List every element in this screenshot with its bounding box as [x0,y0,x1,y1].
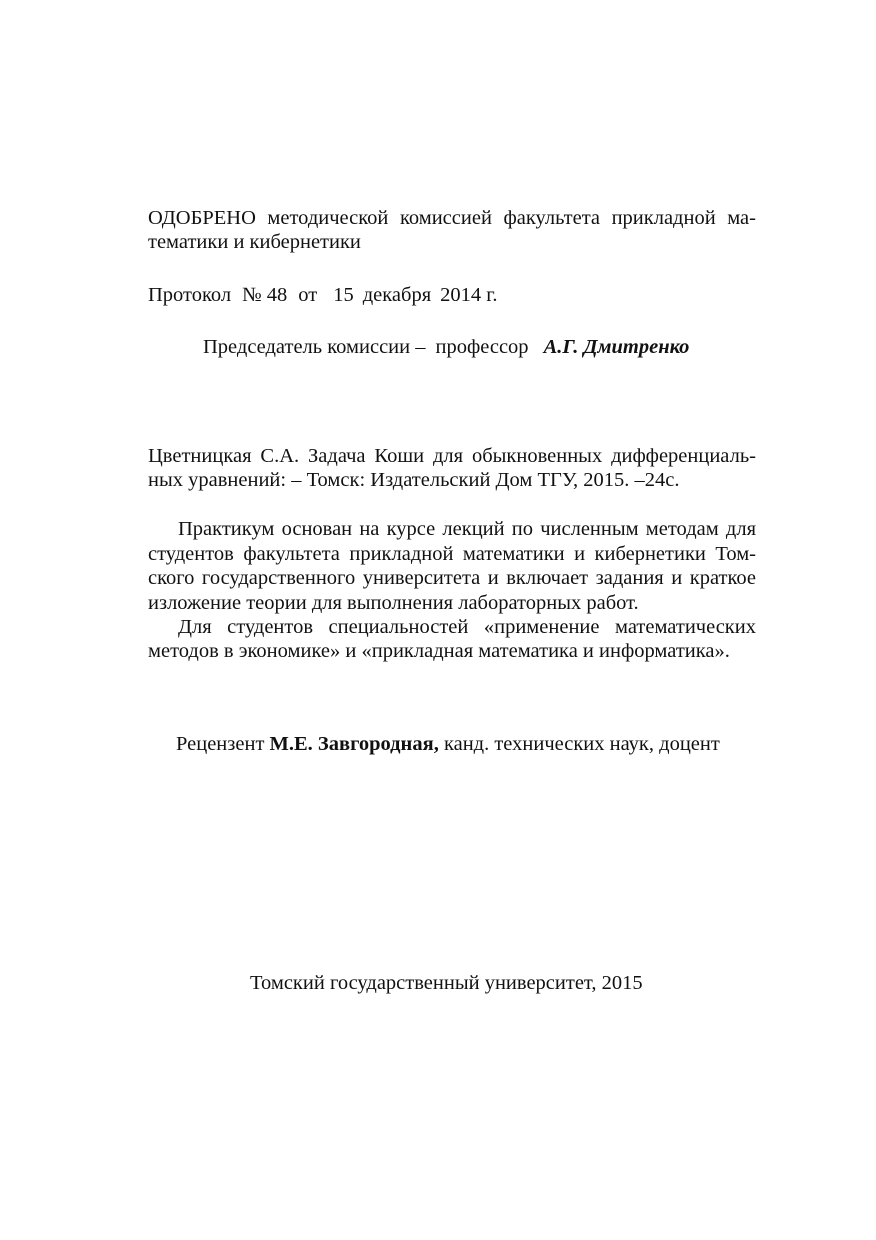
abstract-line-5: Для студентов специальностей «применение математических [178,616,756,638]
protocol-number: № 48 [242,284,288,306]
chairman-role: Председатель комиссии – [203,336,426,358]
abstract-line-3: ского государственного университета и включает задания и краткое [148,567,756,589]
abstract-line-1: Практикум основан на курсе лекций по численным методам для [178,518,756,540]
reviewer-name: М.Е. Завгородная, [269,733,439,755]
approval-line-1: ОДОБРЕНО методической комиссией факультета прикладной ма- [148,207,756,229]
reviewer-line [176,731,720,757]
protocol-from: от [298,284,318,306]
protocol-label: Протокол [148,284,232,306]
approval-line-2: тематики и кибернетики [148,231,361,253]
reviewer-prefix: Рецензент [176,733,265,755]
citation-line-1: Цветницкая С.А. Задача Коши для обыкновенных дифференциаль- [148,445,756,467]
abstract-line-2: студентов факультета прикладной математики и кибернетики Том- [148,543,756,565]
chairman-line [203,334,689,360]
chairman-title: профессор [435,336,529,358]
abstract-line-4: изложение теории для выполнения лабораторных работ. [148,592,639,614]
abstract-line-6: методов в экономике» и «прикладная математика и информатика». [148,640,730,662]
protocol-day: 15 [333,284,354,306]
chairman-name: А.Г. Дмитренко [543,336,690,358]
protocol-month: декабря [362,284,432,306]
citation-line-2: ных уравнений: – Томск: Издательский Дом ТГУ, 2015. –24с. [148,469,680,491]
protocol-line [148,282,498,308]
reviewer-suffix: канд. технических наук, доцент [443,733,720,755]
publisher-footer: Томский государственный университет, 2015 [250,972,643,994]
protocol-year: 2014 г. [440,284,498,306]
